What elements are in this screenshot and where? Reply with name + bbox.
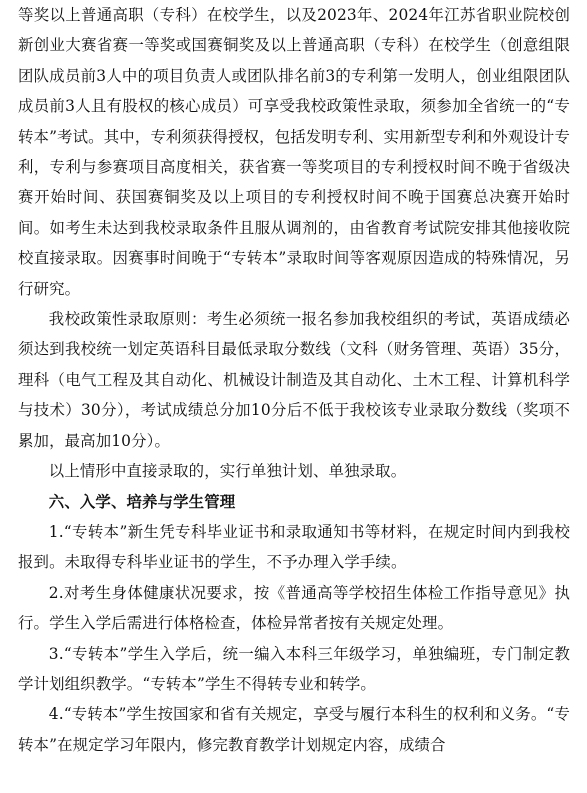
paragraph-item-3: 3.“专转本”学生入学后，统一编入本科三年级学习，单独编班，专门制定教学计划组织教学。“专转本”学生不得转专业和转学。 [18, 644, 570, 693]
paragraph-award-eligibility: 等奖以上普通高职（专科）在校学生，以及2023年、2024年江苏省职业院校创新创业大赛省赛一等奖或国赛铜奖及以上普通高职（专科）在校学生（创意组限团队成员前3人中的项目负责人或团队排名前3的专利第一发明人，创业组限团队成员前3人且有股权的核心成员）可享受我校政策性录取，须参加全省统一的“专转本”考试。其中，专利须获得授权，包括发明专利、实用新型专利和外观设计专利，专利与参赛项目高度相关，获省赛一等奖项目的专利授权时间不晚于省级决赛开始时间、获国赛铜奖及以上项目的专利授权时间不晚于国赛总决赛开始时间。如考生未达到我校录取条件且服从调剂的，由省教育考试院安排其他接收院校直接录取。因赛事时间晚于“专转本”录取时间等客观原因造成的特殊情况，另行研究。 [18, 6, 570, 298]
paragraph-item-1: 1.“专转本”新生凭专科毕业证书和录取通知书等材料，在规定时间内到我校报到。未取得专科毕业证书的学生，不予办理入学手续。 [18, 522, 570, 572]
paragraph-item-2: 2.对考生身体健康状况要求，按《普通高等学校招生体检工作指导意见》执行。学生入学后需进行体格检查，体检异常者按有关规定处理。 [18, 583, 570, 633]
section-heading: 六、入学、培养与学生管理 [48, 492, 236, 511]
paragraph-item-4: 4.“专转本”学生按国家和省有关规定，享受与履行本科生的权利和义务。“专转本”在规定学习年限内，修完教育教学计划规定内容，成绩合 [18, 705, 570, 754]
paragraph-admission-principles: 我校政策性录取原则：考生必须统一报名参加我校组织的考试，英语成绩必须达到我校统一划定英语科目最低录取分数线（文科（财务管理、英语）35分，理科（电气工程及其自动化、机械设计制造及其自动化、土木工程、计算机科学与技术）30分），考试成绩总分加10分后不低于我校该专业录取分数线（奖项不累加，最高加10分）。 [18, 310, 570, 450]
document-page [18, 0, 570, 760]
paragraph-separate-plan: 以上情形中直接录取的，实行单独计划、单独录取。 [48, 462, 407, 481]
